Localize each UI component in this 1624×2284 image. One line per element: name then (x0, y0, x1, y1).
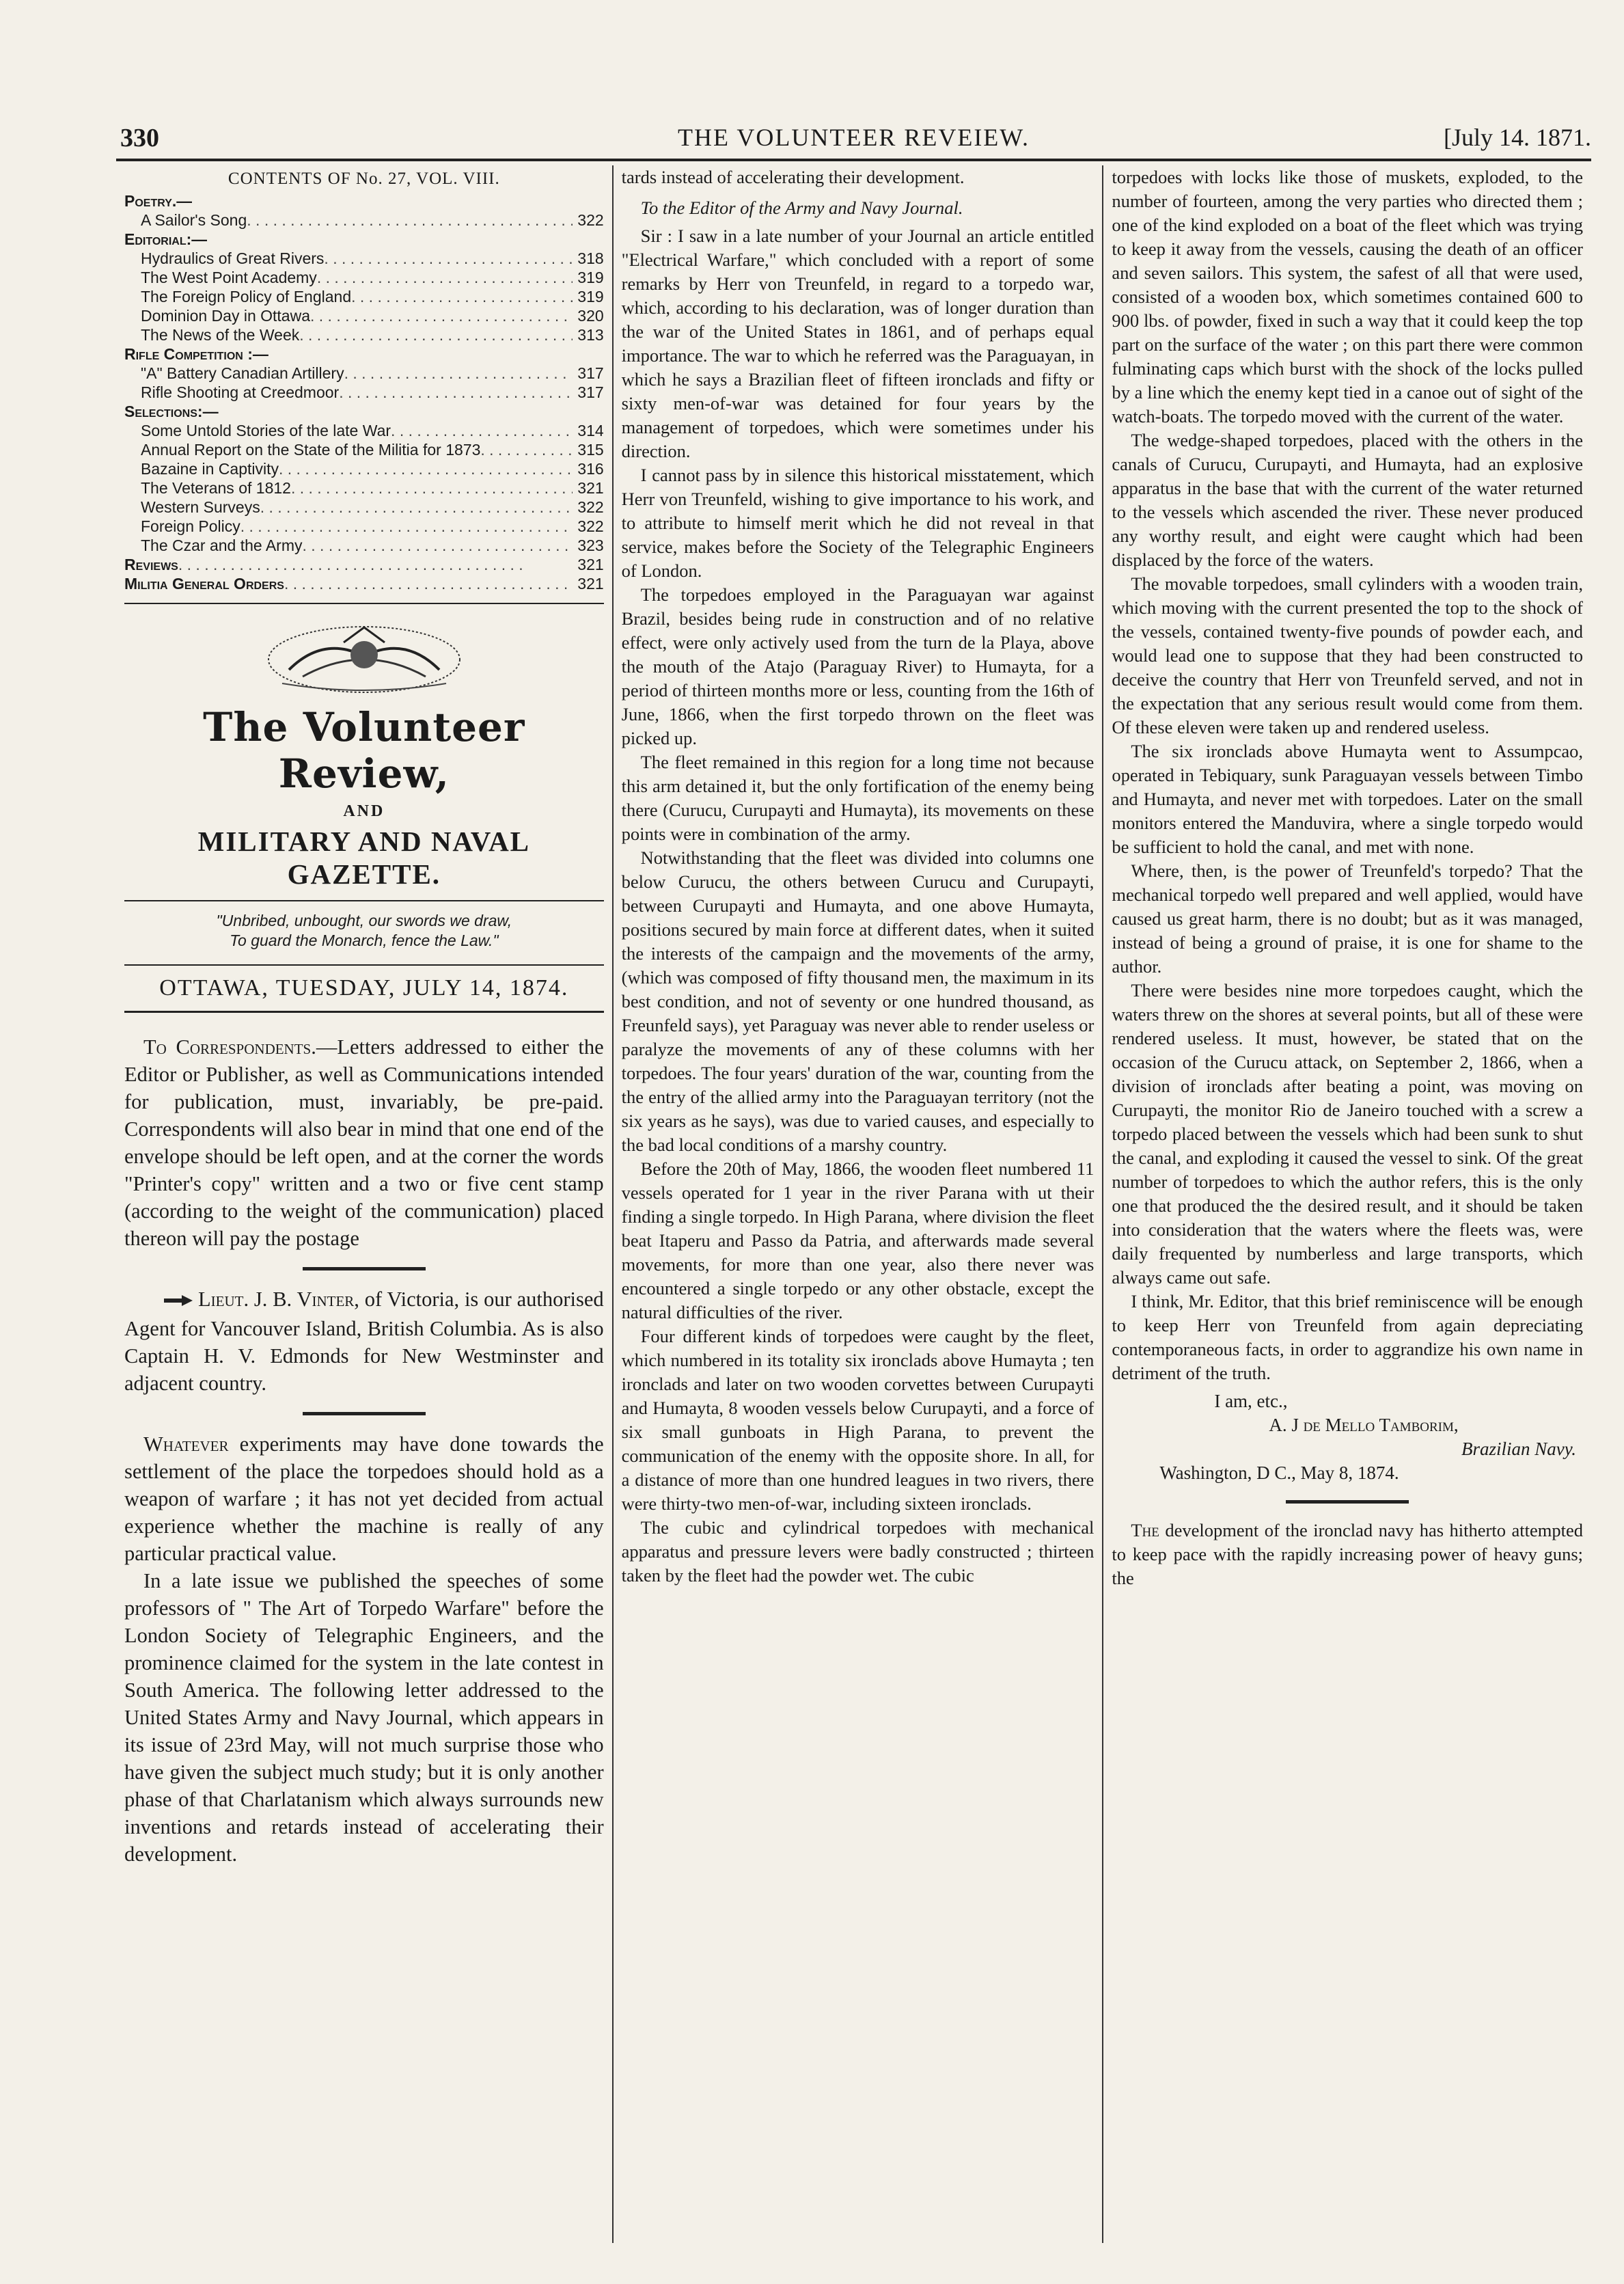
toc-item (124, 287, 604, 306)
toc-item-label: Foreign Policy (141, 517, 240, 535)
table-of-contents (124, 191, 604, 593)
continued-text: tards instead of accelerating their development. (621, 167, 965, 187)
toc-leader (291, 478, 573, 498)
letter-paragraph-11: The movable torpedoes, small cylinders with a wooden train, which moving with the current presented the top to the shock of the vessels, contained twenty-five pounds of powder each, and would lead one to suppose that they had been constructed to deceive the country that Herr von Treunfeld served, and not in the expectation that any serious result would come from them. Of these eleven were taken up and rendered useless. (1112, 573, 1583, 737)
divider (1286, 1500, 1409, 1504)
toc-item-label: Hydraulics of Great Rivers (141, 249, 325, 267)
letter-paragraph-10: The wedge-shaped torpedoes, placed with the others in the canals of Curucu, Curupayti, and Humayta, had an explosive apparatus in the base that with the current of the water returned to the vessels which ascended the river. These never produced any worthy result, and eight were caught which had been displaced by the force of the waters. (1112, 430, 1583, 570)
toc-item-label: A Sailor's Song (141, 211, 247, 229)
letter-paragraph-1: Sir : I saw in a late number of your Journal an article entitled "Electrical Warfare," which concluded with a report of some remarks by Herr von Treunfeld, in regard to a torpedo war, which, according to his declaration, was of longer duration than the war of the United States in 1861, and of perhaps equal importance. The war to which he referred was the Paraguayan, in which he says a Brazilian fleet of fifteen ironclads and fifty or sixty men-of-war was detained for four years by the management of torpedoes, which were sometimes under his direction. (621, 226, 1095, 461)
toc-item (124, 268, 604, 287)
toc-page: 321 (577, 479, 604, 497)
letter-closing: I am, etc., (1214, 1391, 1288, 1411)
letter-paragraph-12: The six ironclads above Humayta went to Assumpcao, operated in Tebiquary, sunk Paraguayan vessels between Timbo and Humayta, and never met with torpedoes. Later on the small monitors entered the Manduvira, where a single torpedo would be sufficient to hold the canal, and met with none. (1112, 741, 1583, 857)
toc-item (124, 210, 604, 230)
toc-leader (284, 574, 573, 593)
toc-leader (339, 383, 572, 402)
dateline: OTTAWA, TUESDAY, JULY 14, 1874. (159, 975, 569, 1001)
place-date: Washington, D C., May 8, 1874. (1159, 1463, 1399, 1483)
toc-category (124, 574, 604, 593)
toc-category (124, 344, 604, 364)
letter-paragraph-15: I think, Mr. Editor, that this brief reminiscence will be enough to keep Herr von Treunfeld from again depreciating contemporaneous facts, in order to aggrandize his own name in detriment of the truth. (1112, 1291, 1583, 1383)
toc-item (124, 325, 604, 344)
toc-item-label: Annual Report on the State of the Militia for 1873 (141, 441, 481, 459)
toc-page: 321 (577, 556, 604, 573)
toc-page: 322 (577, 517, 604, 535)
toc-item (124, 440, 604, 459)
signature-title: Brazilian Navy. (1461, 1439, 1576, 1459)
toc-item-label: The Czar and the Army (141, 536, 303, 554)
letter-signature: A. J de Mello Tamborim, (1269, 1415, 1459, 1435)
toc-leader (299, 325, 572, 344)
toc-page: 316 (577, 460, 604, 478)
toc-leader (324, 249, 572, 268)
toc-category (124, 402, 604, 421)
toc-item (124, 364, 604, 383)
toc-item-label: "A" Battery Canadian Artillery (141, 364, 344, 382)
toc-leader (178, 555, 573, 574)
column-3 (1103, 165, 1591, 2243)
correspondents-notice (124, 1033, 604, 1252)
toc-page: 314 (577, 422, 604, 439)
toc-item (124, 421, 604, 440)
toc-category-label: Militia General Orders (124, 575, 284, 593)
experiments-lead: Whatever (143, 1432, 229, 1456)
toc-page: 321 (577, 575, 604, 593)
toc-item (124, 249, 604, 268)
ironclad-paragraph (1112, 1519, 1583, 1590)
letter-paragraph-7: Four different kinds of torpedoes were caught by the fleet, which numbered in its totality six ironclads above Humayta ; ten ironclads and later on two wooden corvettes between Curupayti and Humayta, 8 wooden vessels below Curupayti, and a force of six small gunboats in High Parana, to prevent the communication of the enemy with the opposite shore. In all, for a distance of more than one hundred leagues in two rivers, there were thirty-two men-of-war, including sixteen ironclads. (621, 1326, 1095, 1514)
toc-page: 315 (577, 441, 604, 459)
masthead-subtitle: MILITARY AND NAVAL GAZETTE. (197, 826, 531, 890)
toc-page: 317 (577, 364, 604, 382)
toc-leader (391, 421, 573, 440)
toc-leader (240, 517, 573, 536)
running-title: THE VOLUNTEER REVEIEW. (678, 124, 1030, 151)
experiments-paragraph (124, 1430, 604, 1567)
toc-leader (317, 268, 573, 287)
divider (124, 964, 604, 966)
crest-ornament-icon (262, 622, 467, 697)
toc-item (124, 459, 604, 478)
toc-leader (303, 536, 573, 555)
masthead-and: AND (343, 802, 385, 820)
toc-page: 320 (577, 307, 604, 325)
toc-item-label: Western Surveys (141, 498, 260, 516)
letter-paragraph-4: The fleet remained in this region for a long time not because this arm detained it, but the only fortification of the enemy being there (Curucu, Curupayti and Humayta), its movements on these points were in combination of the army. (621, 752, 1095, 844)
toc-page: 313 (577, 326, 604, 344)
toc-page: 323 (577, 536, 604, 554)
ornament-vignette (124, 622, 604, 697)
letter-heading: To the Editor of the Army and Navy Journal. (640, 198, 963, 218)
experiments-text: experiments may have done towards the settlement of the place the torpedoes should hold as a weapon of warfare ; it has not yet decided from actual experience whether the machine is really of any particular practical value. (124, 1432, 604, 1565)
late-issue-paragraph: In a late issue we published the speeches of some professors of " The Art of Torpedo Warfare" before the London Society of Telegraphic Engineers, and the prominence claimed for the system in the late contest in South America. The following letter addressed to the United States Army and Navy Journal, which appears in its issue of 23rd May, will not much surprise those who have given the subject much study; but it is only another phase of that Charlatanism which always surrounds new inventions and retards instead of accelerating their development. (124, 1569, 604, 1866)
toc-page: 319 (577, 288, 604, 305)
toc-page: 318 (577, 249, 604, 267)
toc-page: 322 (577, 498, 604, 516)
toc-category (124, 191, 604, 210)
correspondents-lead: To Correspondents. (143, 1035, 316, 1059)
header-rule (116, 159, 1591, 161)
divider (124, 603, 604, 604)
toc-item-label: The West Point Academy (141, 269, 317, 286)
toc-leader (247, 210, 572, 230)
page-number: 330 (120, 124, 159, 152)
divider (124, 1011, 604, 1013)
letter-paragraph-2: I cannot pass by in silence this historical misstatement, which Herr von Treunfeld, wishing to give importance to his work, and to attribute to himself merit which he did not reveal in that service, makes before the Society of the Telegraphic Engineers of London. (621, 465, 1095, 581)
letter-paragraph-9: torpedoes with locks like those of muskets, exploded, to the number of fourteen, among the very parties who directed them ; one of the kind exploded on a boat of the fleet which was trying to keep it away from the vessels, causing the death of an officer and seven sailors. This system, the safest of all that were used, consisted of a wooden box, which sometimes contained 600 to 900 lbs. of powder, fixed in such a way that it could keep the top part on the surface of the water ; on this part there were common fulminating caps which burst with the shock of the locks pulled by a line which the enemy kept tied in a canoe out of sight of the watch-boats. The torpedo moved with the current of the water. (1112, 167, 1583, 426)
toc-category-label: Rifle Competition :— (124, 345, 269, 363)
toc-page: 317 (577, 383, 604, 401)
toc-item (124, 383, 604, 402)
toc-item (124, 536, 604, 555)
toc-category-label: Editorial:— (124, 230, 208, 248)
masthead-title: The Volunteer Review, (203, 704, 525, 797)
toc-page: 319 (577, 269, 604, 286)
contents-title: CONTENTS OF No. 27, VOL. VIII. (228, 169, 500, 188)
toc-leader (351, 287, 573, 306)
toc-item-label: Rifle Shooting at Creedmoor (141, 383, 340, 401)
agent-notice (124, 1286, 604, 1397)
toc-category-label: Poetry.— (124, 192, 193, 210)
agent-lead: Lieut. J. B. Vinter, (198, 1288, 359, 1311)
toc-leader (480, 440, 572, 459)
column-1 (116, 165, 614, 2243)
letter-paragraph-8: The cubic and cylindrical torpedoes with mechanical apparatus and pressure levers were badly constructed ; thirteen taken by the fleet had the powder wet. The cubic (621, 1517, 1095, 1586)
toc-item (124, 478, 604, 498)
letter-paragraph-13: Where, then, is the power of Treunfeld's torpedo? That the mechanical torpedo well prepared and well applied, would have caused us great harm, there is no doubt; but as it was managed, instead of being a ground of praise, it is one for shame to the author. (1112, 860, 1583, 977)
agent-text: of Victoria, is our authorised Agent for Vancouver Island, British Columbia. As is also Captain H. V. Edmonds for New Westminster and adjacent country. (124, 1288, 604, 1395)
toc-category (124, 230, 604, 249)
correspondents-text: —Letters addressed to either the Editor or Publisher, as well as Communications intended for publication, must, invariably, be pre-paid. Correspondents will also bear in mind that one end of the envelope should be left open, and at the corner the words "Printer's copy" written and a two or five cent stamp (according to the weight of the communication) placed thereon will pay the postage (124, 1035, 604, 1250)
ironclad-text: development of the ironclad navy has hitherto attempted to keep pace with the rapidly increasing power of heavy guns; the (1112, 1520, 1583, 1588)
header-date: [July 14. 1871. (1444, 124, 1591, 151)
ironclad-lead: The (1131, 1520, 1159, 1540)
letter-paragraph-6: Before the 20th of May, 1866, the wooden fleet numbered 11 vessels operated for 1 year in the river Parana with ut their finding a single torpedo. In High Parana, where division the fleet beat Itaperu and Passo da Patria, and afterwards made several movements, for more than one year, also there never was encountered a single torpedo or any other obstacle, except the natural difficulties of the river. (621, 1158, 1095, 1322)
toc-page: 322 (577, 211, 604, 229)
columns (116, 165, 1591, 2243)
toc-category (124, 555, 604, 574)
toc-item-label: The Foreign Policy of England (141, 288, 352, 305)
toc-leader (344, 364, 573, 383)
toc-category-label: Selections:— (124, 403, 219, 420)
toc-item-label: The News of the Week (141, 326, 300, 344)
divider (124, 900, 604, 901)
motto-line-2: To guard the Monarch, fence the Law." (230, 932, 499, 949)
letter-paragraph-14: There were besides nine more torpedoes caught, which the waters threw on the shores at several points, but all of these were rendered useless. It must, however, be stated that on the occasion of the Curucu attack, on September 2, 1866, when a division of ironclads after beating a point, was moving on Curupayti, the monitor Rio de Janeiro touched with a screw a torpedo placed between the vessels which had been sunk to shut the canal, and exploding it caused the vessel to sink. Of the great number of torpedoes to which the author refers, this is the only one that produced the the desired result, and it should be taken into consideration that the waters where the fleets was, were daily frequented by numberless and large transports, which always came out safe. (1112, 980, 1583, 1288)
toc-leader (279, 459, 573, 478)
toc-item-label: Dominion Day in Ottawa (141, 307, 310, 325)
toc-item-label: Bazaine in Captivity (141, 460, 279, 478)
toc-item-label: Some Untold Stories of the late War (141, 422, 391, 439)
divider (303, 1412, 426, 1415)
column-2 (614, 165, 1104, 2243)
masthead-motto (124, 911, 604, 951)
divider (303, 1267, 426, 1270)
pointing-hand-icon (143, 1288, 194, 1315)
toc-item (124, 517, 604, 536)
toc-item (124, 306, 604, 325)
toc-item-label: The Veterans of 1812 (141, 479, 291, 497)
letter-paragraph-5: Notwithstanding that the fleet was divided into columns one below Curucu, the others between Curucu and Curupayti, between Curupayti and Humayta, and one above Humayta, positions secured by main force at different dates, when it suited the interests of the campaign and the movements of the army, (which was composed of fifty thousand men, the maximum in its best condition, and not of seventy or one hundred thousand, as Freunfeld says), yet Paraguay was never able to render useless or paralyze the movements of any of these columns with her torpedoes. The four years' duration of the war, counting from the the entry of the allied army into the Paraguayan territory (not the six years as he says), was due to varied causes, and especially to the bad local conditions of a marshy country. (621, 847, 1095, 1155)
toc-leader (310, 306, 573, 325)
toc-item (124, 498, 604, 517)
page-header (116, 116, 1591, 159)
motto-line-1: "Unbribed, unbought, our swords we draw, (216, 912, 512, 929)
letter-paragraph-3: The torpedoes employed in the Paraguayan war against Brazil, besides being rude in construction and of no relative effect, were only actively used from the turn de la Playa, above the mouth of the Atajo (Paraguay River) to Humayta, for a period of thirteen months more or less, counting from the 16th of June, 1866, when the first torpedo thrown on the fleet was picked up. (621, 584, 1095, 748)
toc-category-label: Reviews (124, 556, 178, 573)
toc-leader (260, 498, 573, 517)
